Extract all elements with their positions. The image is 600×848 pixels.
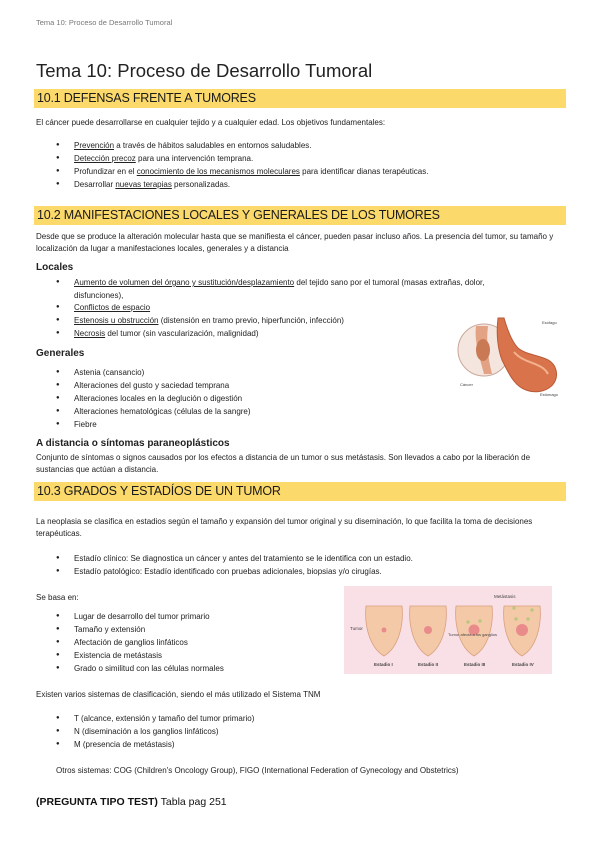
section-heading-1-text: 10.1 DEFENSAS FRENTE A TUMORES [37, 91, 256, 105]
distancia-heading: A distancia o síntomas paraneoplásticos [36, 438, 230, 449]
footer-rest: Tabla pag 251 [157, 796, 227, 808]
ganglios-label: Tumor afecta a los ganglios [448, 632, 497, 637]
generales-heading: Generales [36, 348, 85, 359]
list-item: ● Fiebre [56, 418, 251, 431]
estadios-list [56, 552, 413, 578]
otros-sistemas: Otros sistemas: COG (Children's Oncology Group), FIGO (International Federation of Gynecology and Obstetrics) [56, 766, 459, 775]
distancia-text: Conjunto de síntomas o signos causados por los efectos a distancia de un tumor o sus metástasis. Son llevados a cabo por la liberación de sustancias que actúan a distancia. [36, 453, 531, 474]
base-heading: Se basa en: [36, 593, 79, 602]
list-item: ● Grado o similitud con las células normales [56, 662, 224, 675]
tumor-stages-illustration [344, 586, 552, 674]
list-item: ● Lugar de desarrollo del tumor primario [56, 610, 224, 623]
base-list [56, 610, 224, 675]
list-item: ● Tamaño y extensión [56, 623, 224, 636]
list-item: ● Alteraciones locales en la deglución o digestión [56, 392, 251, 405]
tnm-intro: Existen varios sistemas de clasificación, siendo el más utilizado el Sistema TNM [36, 690, 321, 699]
estomago-label: Estómago [540, 392, 559, 397]
running-header: Tema 10: Proceso de Desarrollo Tumoral [36, 18, 173, 27]
list-item: ● Desarrollar nuevas terapias personalizadas. [56, 178, 428, 191]
section-heading-2 [34, 206, 566, 225]
section-heading-3 [34, 482, 566, 501]
footer-note [36, 796, 227, 808]
s1-intro: El cáncer puede desarrollarse en cualquier tejido y a cualquier edad. Los objetivos fundamentales: [36, 118, 386, 127]
list-item: ● Existencia de metástasis [56, 649, 224, 662]
list-item: ● Detección precoz para una intervención temprana. [56, 152, 428, 165]
section-heading-1 [34, 89, 566, 108]
list-item: ● T (alcance, extensión y tamaño del tumor primario) [56, 712, 254, 725]
locales-list [56, 276, 556, 289]
list-item: ● Profundizar en el conocimiento de los mecanismos moleculares para identificar dianas terapéuticas. [56, 165, 428, 178]
cancer-label: Cáncer [460, 382, 473, 387]
list-item: ● Estadío clínico: Se diagnostica un cáncer y antes del tratamiento se le identifica con un estadio. [56, 552, 413, 565]
list-item: ● Astenia (cansancio) [56, 366, 251, 379]
list-item: ● Aumento de volumen del órgano y sustitución/desplazamiento del tejido sano por el tumoral (masas extrañas, dolor, [56, 276, 556, 289]
footer-bold: (PREGUNTA TIPO TEST) [36, 796, 158, 808]
list-item: ● Estadío patológico: Estadío identificado con pruebas adicionales, biopsias y/o cirugías. [56, 565, 413, 578]
stomach-tumor-illustration [456, 312, 566, 402]
locales-list-2 [56, 301, 344, 340]
s2-intro: Desde que se produce la alteración molecular hasta que se manifiesta el cáncer, pueden pasar incluso años. La presencia del tumor, su tamaño y localización da lugar a manifestaciones locales, generales y a distancia [36, 232, 554, 253]
list-item: ● Alteraciones del gusto y saciedad temprana [56, 379, 251, 392]
tumor-label: Tumor [350, 626, 363, 631]
s3-intro: La neoplasia se clasifica en estadios según el tamaño y expansión del tumor original y su diseminación, lo que facilita la toma de decisiones terapéuticas. [36, 517, 533, 538]
page-title: Tema 10: Proceso de Desarrollo Tumoral [36, 60, 373, 81]
locales-continuation: disfunciones), [74, 291, 124, 300]
metastasis-label: Metástasis [494, 594, 516, 599]
stage-label: Estadio III [464, 662, 486, 667]
section-heading-3-text: 10.3 GRADOS Y ESTADÍOS DE UN TUMOR [37, 484, 281, 498]
list-item: ● Alteraciones hematológicas (células de la sangre) [56, 405, 251, 418]
list-item: ● Necrosis del tumor (sin vascularización, malignidad) [56, 327, 344, 340]
list-item: ● Afectación de ganglios linfáticos [56, 636, 224, 649]
stage-label: Estadio IV [512, 662, 534, 667]
stage-label: Estadio II [418, 662, 439, 667]
list-item: ● Estenosis u obstrucción (distensión en tramo previo, hiperfunción, infección) [56, 314, 344, 327]
list-item: ● Conflictos de espacio [56, 301, 344, 314]
list-item: ● M (presencia de metástasis) [56, 738, 254, 751]
tnm-list [56, 712, 254, 751]
stage-label: Estadio I [374, 662, 393, 667]
list-item: ● Prevención a través de hábitos saludables en entornos saludables. [56, 139, 428, 152]
list-item: ● N (diseminación a los ganglios linfáticos) [56, 725, 254, 738]
s1-list [56, 139, 428, 191]
esofago-label: Esófago [542, 320, 557, 325]
locales-heading: Locales [36, 262, 74, 273]
section-heading-2-text: 10.2 MANIFESTACIONES LOCALES Y GENERALES DE LOS TUMORES [37, 208, 440, 222]
generales-list [56, 366, 251, 431]
